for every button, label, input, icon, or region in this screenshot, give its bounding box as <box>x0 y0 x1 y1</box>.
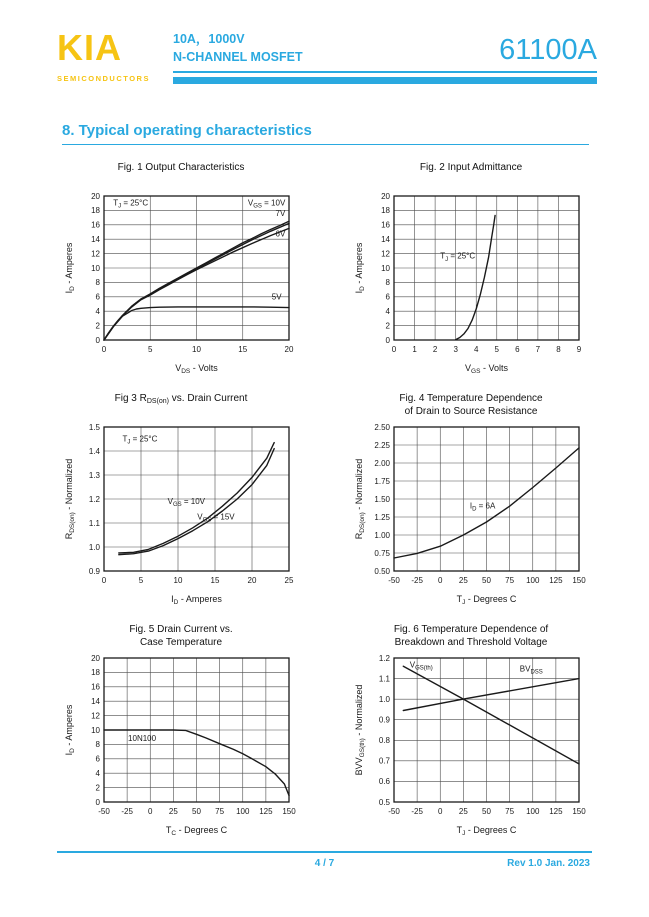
svg-text:VGS - Volts: VGS - Volts <box>465 363 508 376</box>
svg-text:4: 4 <box>95 769 100 779</box>
svg-text:8: 8 <box>385 278 390 288</box>
svg-text:1.1: 1.1 <box>88 519 100 529</box>
figure-6-chart <box>340 651 602 849</box>
svg-text:1.0: 1.0 <box>378 695 390 705</box>
svg-text:100: 100 <box>526 576 540 586</box>
page-footer <box>57 851 592 875</box>
header-thin-rule <box>173 71 597 73</box>
svg-text:1.2: 1.2 <box>378 654 390 664</box>
svg-text:2: 2 <box>95 321 100 331</box>
svg-text:1.2: 1.2 <box>88 495 100 505</box>
header-thick-rule <box>173 77 597 84</box>
svg-text:ID - Amperes: ID - Amperes <box>64 704 77 756</box>
svg-text:150: 150 <box>282 807 296 817</box>
svg-text:25: 25 <box>458 807 468 817</box>
svg-text:12: 12 <box>381 249 390 259</box>
svg-text:15: 15 <box>210 576 220 586</box>
svg-text:25: 25 <box>284 576 294 586</box>
svg-text:18: 18 <box>91 668 100 678</box>
input-admittance-chart <box>351 189 591 387</box>
svg-text:20: 20 <box>381 192 390 202</box>
figure-1 <box>50 161 312 387</box>
rdson-vs-temperature-chart <box>351 420 591 618</box>
svg-text:1.75: 1.75 <box>374 477 390 487</box>
svg-text:0: 0 <box>438 576 443 586</box>
svg-text:50: 50 <box>482 576 491 586</box>
figure-6 <box>340 623 602 849</box>
svg-text:2: 2 <box>432 345 438 355</box>
svg-text:0.75: 0.75 <box>374 549 390 559</box>
svg-text:TJ = 25°C: TJ = 25°C <box>440 251 476 264</box>
svg-text:2: 2 <box>95 783 100 793</box>
svg-text:20: 20 <box>284 345 294 355</box>
svg-text:0: 0 <box>385 336 390 346</box>
figure-4-caption: Fig. 4 Temperature Dependence of Drain to Source Resistance <box>399 393 543 418</box>
svg-text:0: 0 <box>101 576 107 586</box>
svg-text:15: 15 <box>238 345 248 355</box>
page-number: 4 / 7 <box>314 858 335 869</box>
svg-text:TC - Degrees C: TC - Degrees C <box>165 825 228 838</box>
svg-text:TJ = 25°C: TJ = 25°C <box>122 434 158 446</box>
figure-1-chart <box>50 189 312 387</box>
svg-text:ID - Amperes: ID - Amperes <box>354 242 367 294</box>
svg-text:VGS = 10V: VGS = 10V <box>167 497 206 509</box>
svg-text:TJ - Degrees C: TJ - Degrees C <box>456 825 517 838</box>
svg-text:14: 14 <box>381 235 390 245</box>
svg-text:2.50: 2.50 <box>374 423 390 433</box>
svg-text:75: 75 <box>215 807 225 817</box>
logo-kia-text: KIA <box>57 27 122 68</box>
svg-text:5: 5 <box>494 345 500 355</box>
figure-6-caption: Fig. 6 Temperature Dependence of Breakdown and Threshold Voltage <box>393 624 549 649</box>
svg-text:0.9: 0.9 <box>88 567 100 577</box>
svg-text:2.25: 2.25 <box>374 441 390 451</box>
figure-5-caption: Fig. 5 Drain Current vs. Case Temperature <box>129 624 233 649</box>
svg-text:4: 4 <box>385 307 390 317</box>
svg-text:75: 75 <box>505 576 515 586</box>
svg-text:1.00: 1.00 <box>374 531 390 541</box>
page-header <box>0 0 649 84</box>
svg-text:TJ = 25°C: TJ = 25°C <box>113 198 149 210</box>
svg-text:-50: -50 <box>98 807 110 817</box>
svg-text:10: 10 <box>91 264 100 274</box>
svg-text:0: 0 <box>391 345 397 355</box>
breakdown-threshold-vs-temperature-chart <box>351 651 591 849</box>
device-type: N-CHANNEL MOSFET <box>173 50 303 65</box>
svg-text:12: 12 <box>91 249 100 259</box>
svg-text:8: 8 <box>95 740 100 750</box>
svg-text:10N100: 10N100 <box>128 734 157 744</box>
svg-text:7: 7 <box>535 345 541 355</box>
figure-4 <box>340 392 602 618</box>
svg-text:6: 6 <box>385 292 390 302</box>
svg-text:6: 6 <box>95 292 100 302</box>
svg-text:10: 10 <box>173 576 183 586</box>
svg-text:2.00: 2.00 <box>374 459 390 469</box>
svg-text:ID - Amperes: ID - Amperes <box>171 594 222 607</box>
svg-text:0.5: 0.5 <box>378 798 390 808</box>
figure-2-caption: Fig. 2 Input Admittance <box>419 162 523 174</box>
part-number: 61100A <box>499 34 597 66</box>
svg-text:0: 0 <box>95 798 100 808</box>
svg-text:1.25: 1.25 <box>374 513 390 523</box>
svg-text:VGS(th): VGS(th) <box>409 660 433 672</box>
drain-current-vs-case-temperature-chart <box>61 651 301 849</box>
brand-logo <box>57 27 157 83</box>
svg-text:16: 16 <box>91 682 100 692</box>
svg-text:14: 14 <box>91 235 100 245</box>
svg-text:VDS - Volts: VDS - Volts <box>175 363 218 376</box>
rdson-vs-drain-current-chart <box>61 420 301 618</box>
charts-grid <box>0 161 649 849</box>
svg-text:16: 16 <box>91 220 100 230</box>
svg-text:50: 50 <box>192 807 201 817</box>
svg-text:0.8: 0.8 <box>378 736 390 746</box>
svg-text:0: 0 <box>101 345 107 355</box>
svg-text:4: 4 <box>473 345 479 355</box>
svg-text:-25: -25 <box>411 576 423 586</box>
svg-text:RDS(on) - Normalized: RDS(on) - Normalized <box>64 458 77 540</box>
figure-3 <box>50 392 312 618</box>
svg-text:6: 6 <box>515 345 520 355</box>
svg-text:VGS = 15V: VGS = 15V <box>197 512 235 524</box>
svg-text:14: 14 <box>91 697 100 707</box>
header-right <box>173 30 597 84</box>
figure-5-chart <box>50 651 312 849</box>
svg-text:3: 3 <box>453 345 458 355</box>
svg-text:6: 6 <box>95 754 100 764</box>
svg-text:8: 8 <box>95 278 100 288</box>
svg-text:-25: -25 <box>411 807 423 817</box>
logo-semiconductors-text: SEMICONDUCTORS <box>57 74 150 83</box>
svg-text:7V: 7V <box>275 209 286 219</box>
svg-text:5V: 5V <box>271 292 282 302</box>
svg-text:2: 2 <box>385 321 390 331</box>
figure-3-caption: Fig 3 $R_{DS(on)}$ vs. Drain Current <box>114 393 248 406</box>
svg-text:125: 125 <box>259 807 273 817</box>
svg-text:75: 75 <box>505 807 515 817</box>
output-characteristics-chart <box>61 189 301 387</box>
svg-text:100: 100 <box>526 807 540 817</box>
svg-text:4: 4 <box>95 307 100 317</box>
svg-text:5: 5 <box>138 576 144 586</box>
svg-text:1.3: 1.3 <box>88 471 100 481</box>
svg-text:BVVGS(th) - Normalized: BVVGS(th) - Normalized <box>354 684 367 776</box>
svg-text:0: 0 <box>95 336 100 346</box>
figure-2-chart <box>340 189 602 387</box>
device-rating: 10A，1000V <box>173 32 245 46</box>
figure-2 <box>340 161 602 387</box>
svg-text:0.50: 0.50 <box>374 567 390 577</box>
svg-text:8: 8 <box>556 345 561 355</box>
svg-text:-25: -25 <box>121 807 133 817</box>
svg-text:RDS(on) - Normalized: RDS(on) - Normalized <box>354 458 367 540</box>
svg-text:1.0: 1.0 <box>88 543 100 553</box>
svg-text:10: 10 <box>192 345 201 355</box>
revision-label: Rev 1.0 Jan. 2023 <box>507 858 590 869</box>
section-title: 8. Typical operating characteristics <box>62 122 589 145</box>
svg-text:125: 125 <box>549 576 563 586</box>
svg-text:20: 20 <box>247 576 257 586</box>
svg-text:20: 20 <box>91 192 100 202</box>
svg-text:1.4: 1.4 <box>88 447 100 457</box>
svg-text:BVDSS: BVDSS <box>519 664 543 676</box>
svg-text:12: 12 <box>91 711 100 721</box>
svg-text:1.50: 1.50 <box>374 495 390 505</box>
svg-text:-50: -50 <box>388 576 400 586</box>
svg-text:16: 16 <box>381 220 390 230</box>
svg-text:0: 0 <box>148 807 153 817</box>
svg-text:ID = 6A: ID = 6A <box>469 501 496 513</box>
svg-text:0.9: 0.9 <box>378 715 390 725</box>
svg-text:5: 5 <box>148 345 153 355</box>
svg-text:10: 10 <box>91 726 100 736</box>
svg-text:-50: -50 <box>388 807 400 817</box>
svg-text:18: 18 <box>381 206 390 216</box>
svg-text:1.5: 1.5 <box>88 423 100 433</box>
svg-text:10: 10 <box>381 264 390 274</box>
svg-text:20: 20 <box>91 654 100 664</box>
figure-1-caption: Fig. 1 Output Characteristics <box>117 162 245 174</box>
figure-4-chart <box>340 420 602 618</box>
svg-text:TJ - Degrees C: TJ - Degrees C <box>456 594 517 607</box>
svg-text:100: 100 <box>236 807 250 817</box>
svg-text:9: 9 <box>576 345 582 355</box>
svg-text:150: 150 <box>572 576 586 586</box>
svg-text:50: 50 <box>482 807 491 817</box>
svg-text:VGS = 10V: VGS = 10V <box>247 198 286 210</box>
figure-5 <box>50 623 312 849</box>
svg-text:0.6: 0.6 <box>378 777 390 787</box>
svg-text:25: 25 <box>458 576 468 586</box>
svg-text:1.1: 1.1 <box>378 674 390 684</box>
svg-text:125: 125 <box>549 807 563 817</box>
svg-text:25: 25 <box>168 807 178 817</box>
figure-3-chart <box>50 420 312 618</box>
svg-text:6V: 6V <box>275 229 286 239</box>
svg-text:0.7: 0.7 <box>378 756 390 766</box>
device-subtitle <box>173 30 303 66</box>
svg-text:18: 18 <box>91 206 100 216</box>
svg-text:0: 0 <box>438 807 443 817</box>
svg-text:1: 1 <box>412 345 417 355</box>
svg-text:ID - Amperes: ID - Amperes <box>64 242 77 294</box>
svg-text:150: 150 <box>572 807 586 817</box>
